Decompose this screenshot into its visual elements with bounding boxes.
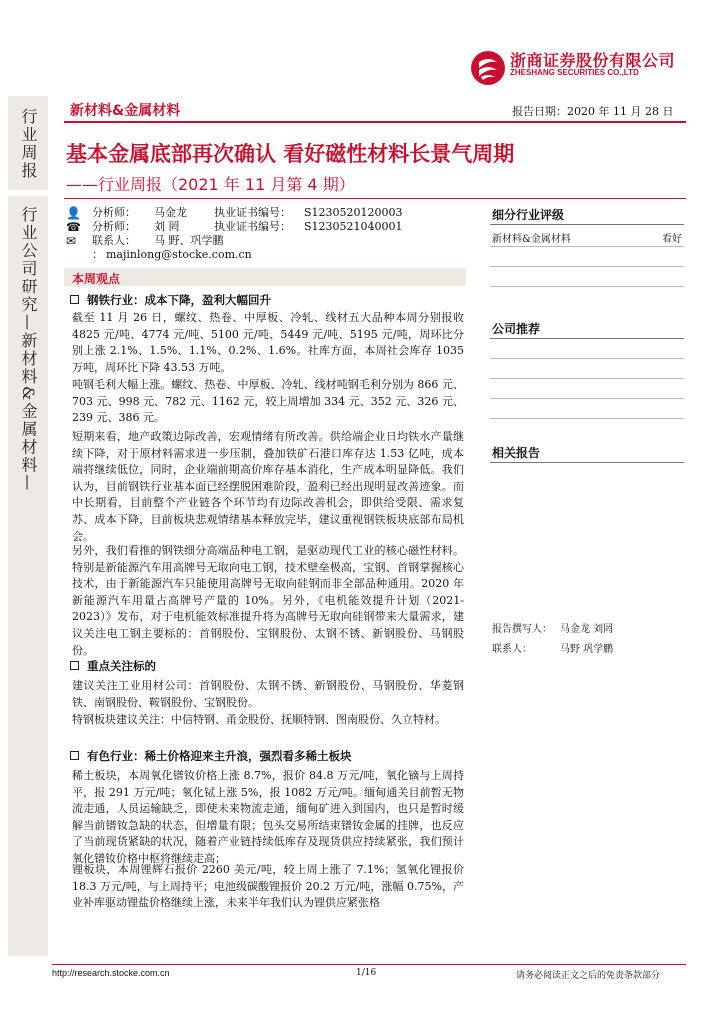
table-line [490, 286, 684, 287]
table-line [490, 358, 684, 359]
table-line [490, 398, 684, 399]
rail-report-type-text: 行业周报 [19, 108, 38, 180]
analyst-role: 分析师： [92, 220, 136, 233]
analyst-name: 马金龙 [154, 206, 187, 219]
rating-value: 看好 [662, 234, 682, 245]
square-bullet-icon [70, 661, 79, 670]
cert-number: S1230521040001 [304, 220, 403, 233]
cert-label: 执业证书编号： [214, 220, 291, 233]
analyst-block [66, 206, 403, 262]
title-divider [64, 198, 686, 199]
phone-icon: ☎ [66, 220, 81, 234]
contact-names: 马 野、巩学鹏 [154, 234, 224, 247]
author-label: 报告撰写人： [492, 624, 552, 635]
paragraph: 建议关注工业用材公司：首钢股份、太钢不锈、新钢股份、马钢股份、华菱钢铁、南钢股份、鞍钢股份、宝钢股份。 [72, 679, 464, 709]
paragraph: 短期来看，地产政策边际改善，宏观情绪有所改善。供给端企业日均铁水产量继续下降，对于原材料需求进一步压制，叠加铁矿石港口库存达 1.53 亿吨，成本端将继续低位，同时，企业端前期高价库存基本消化，生产成本明显降低。我们认为，目前钢铁行业基本面已经摆脱困难阶段，盈利已经出现明显改善迹象。而中长期看，目前整个产业链各个环节均有边际改善机会，即供给受限、需求复苏、成本下降，目前板块悲观情绪基本释放完毕，建议重视钢铁板块底部布局机会。 [72, 430, 464, 543]
recommend-divider [490, 338, 684, 339]
bullet-heading: 重点关注标的 [70, 658, 156, 674]
page-number: 1/16 [356, 968, 377, 978]
paragraph: 特钢板块建议关注：中信特钢、甬金股份、抚顺特钢、图南股份、久立特材。 [72, 713, 446, 726]
paragraph: 稀土板块，本周氧化镨钕价格上涨 8.7%，报价 84.8 万元/吨，氧化镝与上周持平，报 291 万元/吨；氧化铽上涨 5%，报 1082 万元/吨。缅甸通关目前暂无物流走通，人员运输缺乏，即使未来物流走通，缅甸矿进入到国内，也只是暂时缓解当前镨钕急缺的状态，但增量有限；包头交易所结束镨钕金属的挂牌，也反应了当前现货紧缺的状况，随着产业链持续低库存及现货供应持续紧张，我们预计氧化镨钕价格中枢将继续走高； [72, 769, 464, 865]
cert-label: 执业证书编号： [214, 206, 291, 219]
rail-category [8, 196, 48, 956]
email-label: ： [92, 248, 103, 261]
cert-number: S1230520120003 [304, 206, 403, 219]
paragraph: 吨钢毛利大幅上涨。螺纹、热卷、中厚板、冷轧、线材吨钢毛利分别为 866 元、703 元、998 元、782 元、1162 元，较上周增加 334 元、352 元、326 元、239 元、386 元。 [72, 378, 464, 425]
table-line [490, 418, 684, 419]
company-name-en: ZHESHANG SECURITIES CO.,LTD [510, 68, 639, 77]
user-icon: 👤 [66, 206, 81, 220]
author-block [492, 620, 613, 660]
footer-disclaimer: 请务必阅读正文之后的免责条款部分 [516, 971, 661, 981]
footer-url-link[interactable]: http://research.stocke.com.cn [52, 968, 170, 978]
rail-report-type [8, 96, 48, 190]
report-title: 基本金属底部再次确认 看好磁性材料长景气周期 [66, 142, 515, 166]
paragraph: 锂板块，本周锂辉石报价 2260 美元/吨，较上周上涨了 7.1%；氢氧化锂报价 18.3 万元/吨，与上周持平；电池级碳酸锂报价 20.2 万元/吨，涨幅 0.75%，产业补库驱动锂盐价格继续上涨，未来半年我们认为锂供应紧张格 [72, 863, 464, 910]
email-row [66, 248, 403, 262]
footer-divider [52, 964, 686, 965]
contact-label: 联系人： [492, 644, 532, 655]
related-reports-title: 相关报告 [492, 446, 541, 460]
company-name-cn: 浙商证券股份有限公司 [510, 51, 676, 70]
paragraph: 截至 11 月 26 日，螺纹、热卷、中厚板、冷轧、线材五大品种本周分别报收 4825 元/吨、4774 元/吨、5100 元/吨、5449 元/吨、5195 元/吨，周环比分别上涨 2.1%、1.5%、1.1%、0.2%、1.6%。社库方面，本周社会库存 1035 万吨，周环比下降 43.53 万吨。 [72, 311, 464, 374]
table-line [490, 246, 684, 247]
contact-names: 马野 巩学鹏 [560, 644, 614, 655]
contact-row [66, 234, 403, 248]
square-bullet-icon [70, 751, 79, 760]
author-names: 马金龙 刘罔 [560, 624, 614, 635]
table-line [490, 266, 684, 267]
paragraph: 另外，我们看推的钢铁细分高端品种电工钢，是驱动现代工业的核心磁性材料。特别是新能源汽车用高牌号无取向电工钢，技术壁垒极高，宝钢、首钢掌握核心技术，由于新能源汽车只能使用高牌号无取向硅钢而非全部品种通用。2020 年新能源汽车用量占高牌号产量的 10%。另外，《电机能效提升计划（2021-2023）》发布，对于电机能效标准提升将为高牌号无取向硅钢带来大量需求，建议关注电工钢主要标的：首钢股份、宝钢股份、太钢不锈、新钢股份、马钢股份。 [72, 544, 464, 657]
contact-role: 联系人： [92, 234, 136, 247]
related-divider [490, 462, 684, 463]
rail-category-text: 行业公司研究—新材料&金属材料— [19, 206, 38, 493]
rating-sector: 新材料&金属材料 [492, 234, 571, 245]
report-date: 报告日期：2020 年 11 月 28 日 [512, 105, 674, 118]
rating-title: 细分行业评级 [492, 208, 565, 222]
report-subtitle: ——行业周报（2021 年 11 月第 4 期） [66, 175, 355, 194]
company-logo [470, 50, 506, 86]
analyst-name: 刘 罔 [154, 220, 180, 233]
company-recommend-title: 公司推荐 [492, 322, 541, 336]
mail-icon: ✉ [66, 234, 77, 248]
header-divider [64, 121, 686, 123]
rating-row [492, 230, 682, 245]
bullet-heading: 有色行业：稀土价格迎来主升浪，强烈看多稀土板块 [70, 748, 352, 764]
left-rail [8, 96, 48, 956]
section-header-bar [64, 268, 466, 286]
table-line [490, 378, 684, 379]
section-title: 本周观点 [72, 272, 121, 286]
square-bullet-icon [70, 295, 79, 304]
analyst-row [66, 220, 403, 234]
rating-divider [490, 224, 684, 225]
analyst-email[interactable]: majinlong@stocke.com.cn [106, 248, 252, 261]
sector-label: 新材料&金属材料 [70, 103, 181, 119]
analyst-row [66, 206, 403, 220]
bullet-heading: 钢铁行业：成本下降，盈利大幅回升 [70, 292, 271, 308]
analyst-role: 分析师： [92, 206, 136, 219]
